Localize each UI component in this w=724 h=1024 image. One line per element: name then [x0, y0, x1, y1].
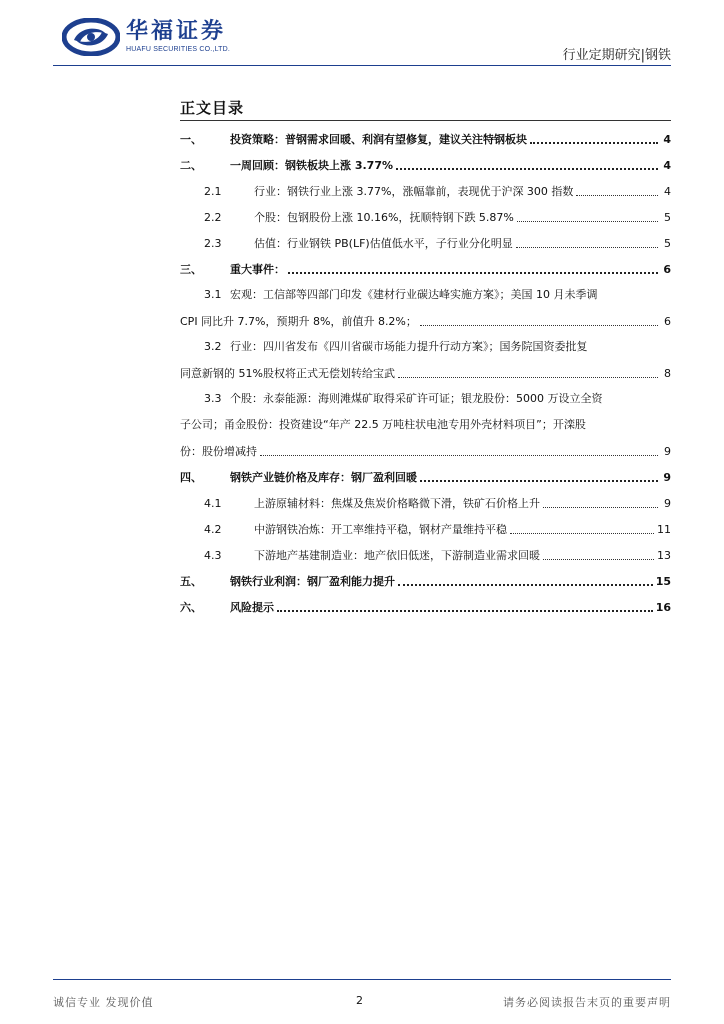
toc-entry-number: 一、	[180, 133, 202, 146]
toc-entry-text: 个股：包钢股份上涨 10.16%，抚顺特钢下跌 5.87%	[254, 211, 514, 224]
toc-entry-4-1[interactable]	[180, 490, 671, 516]
dot-leader	[510, 533, 654, 534]
toc-entry-text-line2: CPI 同比升 7.7%，预期升 8%，前值升 8.2%；	[180, 315, 417, 328]
toc-entry-3-2[interactable]	[180, 334, 671, 386]
table-of-contents	[180, 126, 671, 620]
dot-leader	[260, 455, 658, 456]
toc-title-rule	[180, 120, 671, 121]
toc-entry-page: 8	[664, 366, 671, 380]
toc-entry-text: 一周回顾：钢铁板块上涨 3.77%	[230, 159, 393, 172]
toc-entry-text-line3: 份：股份增减持	[180, 445, 257, 458]
toc-entry-number: 六、	[180, 601, 202, 614]
toc-entry-page: 9	[664, 444, 671, 458]
toc-entry-3-3[interactable]	[180, 386, 671, 464]
toc-entry-6[interactable]	[180, 594, 671, 620]
toc-entry-4-2[interactable]	[180, 516, 671, 542]
toc-entry-number: 二、	[180, 159, 202, 172]
toc-entry-text: 投资策略：普钢需求回暖、利润有望修复，建议关注特钢板块	[230, 133, 527, 146]
toc-entry-number: 3.2	[204, 340, 222, 353]
toc-entry-text-line1: 行业：四川省发布《四川省碳市场能力提升行动方案》；国务院国资委批复	[230, 340, 588, 353]
toc-entry-number: 2.1	[204, 184, 222, 198]
toc-entry-2-3[interactable]	[180, 230, 671, 256]
dot-leader	[398, 584, 653, 586]
toc-entry-number: 4.2	[204, 522, 222, 536]
toc-entry-4-3[interactable]	[180, 542, 671, 568]
page-header	[0, 0, 724, 70]
toc-entry-number: 2.3	[204, 236, 222, 250]
toc-entry-2-1[interactable]	[180, 178, 671, 204]
toc-entry-text: 下游地产基建制造业：地产依旧低迷，下游制造业需求回暖	[254, 549, 540, 562]
toc-entry-page: 4	[663, 132, 671, 146]
toc-entry-text: 钢铁产业链价格及库存：钢厂盈利回暖	[230, 471, 417, 484]
dot-leader	[420, 325, 658, 326]
report-type: 行业定期研究|钢铁	[562, 48, 671, 63]
dot-leader	[277, 610, 653, 612]
toc-entry-page: 4	[663, 158, 671, 172]
toc-entry-page: 4	[664, 184, 671, 198]
toc-entry-page: 15	[655, 574, 671, 588]
toc-entry-3-1[interactable]	[180, 282, 671, 334]
brand-name-en: HUAFU SECURITIES CO.,LTD.	[126, 46, 231, 53]
toc-entry-2[interactable]	[180, 152, 671, 178]
toc-entry-text: 中游钢铁冶炼：开工率维持平稳，钢材产量维持平稳	[254, 523, 507, 536]
toc-entry-number: 4.3	[204, 548, 222, 562]
dot-leader	[576, 195, 658, 196]
dot-leader	[398, 377, 658, 378]
toc-entry-text: 上游原辅材料：焦煤及焦炭价格略微下滑，铁矿石价格上升	[254, 497, 540, 510]
huafu-logo-icon	[62, 18, 120, 56]
toc-entry-2-2[interactable]	[180, 204, 671, 230]
brand-logo	[62, 18, 230, 56]
toc-entry-text-line1: 个股：永泰能源：海则滩煤矿取得采矿许可证；银龙股份：5000 万设立全资	[230, 392, 603, 405]
dot-leader	[517, 221, 658, 222]
brand-name-cn: 华福证券	[126, 19, 227, 44]
toc-entry-number: 2.2	[204, 210, 222, 224]
footer-slogan: 诚信专业 发现价值	[53, 996, 154, 1009]
dot-leader	[288, 272, 658, 274]
page-number: 2	[356, 994, 363, 1007]
toc-entry-text-line2: 子公司；甬金股份：投资建设“年产 22.5 万吨柱状电池专用外壳材料项目”；开滦股	[180, 418, 586, 431]
toc-entry-number: 4.1	[204, 496, 222, 510]
toc-entry-text-line1: 宏观：工信部等四部门印发《建材行业碳达峰实施方案》；美国 10 月未季调	[230, 288, 598, 301]
toc-entry-page: 13	[657, 548, 671, 562]
dot-leader	[543, 559, 654, 560]
toc-entry-text: 估值：行业钢铁 PB(LF)估值低水平，子行业分化明显	[254, 237, 513, 250]
toc-entry-text: 行业：钢铁行业上涨 3.77%，涨幅靠前，表现优于沪深 300 指数	[254, 185, 574, 198]
dot-leader	[516, 247, 658, 248]
dot-leader	[543, 507, 658, 508]
toc-entry-number: 三、	[180, 263, 202, 276]
toc-entry-4[interactable]	[180, 464, 671, 490]
dot-leader	[396, 168, 658, 170]
toc-entry-text: 钢铁行业利润：钢厂盈利能力提升	[230, 575, 395, 588]
footer-disclaimer: 请务必阅读报告末页的重要声明	[503, 996, 671, 1009]
toc-entry-page: 11	[657, 522, 671, 536]
toc-entry-page: 5	[664, 236, 671, 250]
toc-entry-page: 16	[655, 600, 671, 614]
toc-entry-page: 6	[664, 314, 671, 328]
toc-entry-1[interactable]	[180, 126, 671, 152]
toc-entry-number: 3.3	[204, 392, 222, 405]
toc-entry-number: 五、	[180, 575, 202, 588]
toc-entry-3[interactable]	[180, 256, 671, 282]
toc-entry-page: 9	[663, 470, 671, 484]
footer-rule	[53, 979, 671, 980]
toc-entry-page: 6	[663, 262, 671, 276]
toc-entry-5[interactable]	[180, 568, 671, 594]
toc-entry-page: 9	[664, 496, 671, 510]
toc-entry-number: 四、	[180, 471, 202, 484]
toc-entry-text: 重大事件：	[230, 263, 285, 276]
dot-leader	[420, 480, 658, 482]
dot-leader	[530, 142, 658, 144]
toc-entry-text-line2: 同意新钢的 51%股权将正式无偿划转给宝武	[180, 367, 395, 380]
toc-entry-text: 风险提示	[230, 601, 274, 614]
toc-entry-page: 5	[664, 210, 671, 224]
header-rule	[53, 65, 671, 66]
toc-title: 正文目录	[180, 99, 245, 117]
toc-entry-number: 3.1	[204, 288, 222, 301]
